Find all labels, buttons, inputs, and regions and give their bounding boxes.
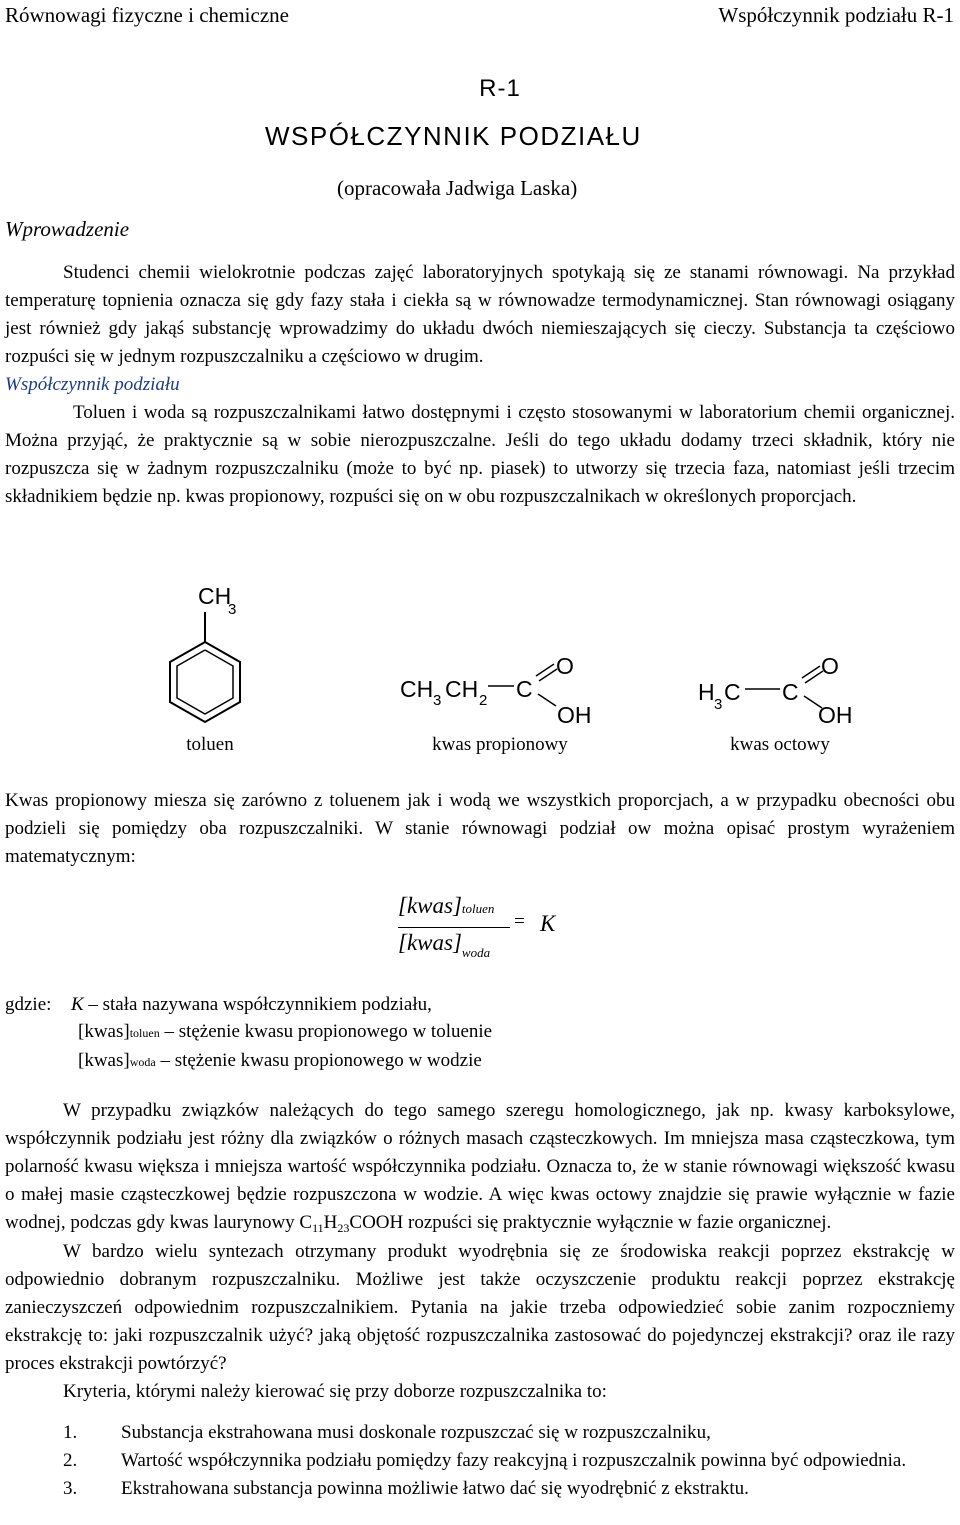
formula-fraction-bar <box>398 927 510 928</box>
lauric-h: H <box>323 1212 338 1233</box>
propionic-label: kwas propionowy <box>432 734 568 755</box>
list-item-text: Ekstrahowana substancja powinna możliwie łatwo dać się wyodrębnić z ekstraktu. <box>121 1478 749 1499</box>
toluene-sub-label: 3 <box>228 601 237 618</box>
section-heading: Wprowadzenie <box>5 217 130 241</box>
propionic-o-label: O <box>556 653 574 679</box>
acetic-o-label: O <box>821 653 839 679</box>
homologous-end-text: COOH rozpuści się praktycznie wyłącznie w fazie organicznej. <box>349 1212 832 1233</box>
legend-woda-symbol: [kwas] <box>78 1050 130 1071</box>
list-item-number: 2. <box>63 1450 78 1471</box>
legend-k-symbol: K <box>70 994 84 1015</box>
legend-intro: gdzie: <box>5 994 52 1015</box>
subheading: Współczynnik podziału <box>5 374 180 395</box>
legend-woda-sub: woda <box>129 1055 156 1069</box>
list-item-text: Substancja ekstrahowana musi doskonale rozpuszczać się w rozpuszczalniku, <box>121 1422 711 1443</box>
toluene-ring-inner <box>177 650 233 714</box>
acetic-oh-label: OH <box>818 702 853 728</box>
document-code: R-1 <box>479 75 521 102</box>
propionic-sub3: 3 <box>433 692 442 709</box>
acetic-c2-label: C <box>782 679 799 705</box>
toluene-ring <box>170 642 240 722</box>
acetic-c1-label: C <box>724 679 741 705</box>
list-item-number: 3. <box>63 1478 78 1499</box>
document-title: WSPÓŁCZYNNIK PODZIAŁU <box>265 121 642 151</box>
propionic-sub2: 2 <box>479 692 488 709</box>
propionic-ch2-label: CH <box>445 676 479 702</box>
body-paragraph: Kwas propionowy miesza się zarówno z toluenem jak i wodą we wszystkich proporcjach, a w przypadku obecności obu podzieli się pomiędzy oba rozpuszczalniki. W stanie równowagi podział ow można opisać prostym wyrażeniem matematycznym: <box>5 790 955 867</box>
lauric-sub-11: 11 <box>312 1221 324 1235</box>
homologous-text: W przypadku związków należących do tego samego szeregu homologicznego, jak np. kwasy karboksylowe, współczynnik podziału jest różny dla związków o różnych masach cząsteczkowych. Im mniejsza masa cząsteczkowa, tym polarność kwasu większa i mniejsza wartość współczynnika podziału. Oznacza to, że w stanie równowagi większość kwasu o małej masie cząsteczkowej będzie rozpuszczona w wodzie. A więc kwas octowy znajdzie się prawie wyłącznie w fazie wodnej, podczas gdy kwas laurynowy C <box>5 1100 955 1233</box>
homologous-paragraph <box>5 1097 955 1238</box>
acetic-sub3: 3 <box>714 696 723 713</box>
list-item-number: 1. <box>63 1422 78 1443</box>
acetic-co-bond-1 <box>802 666 820 678</box>
intro-block <box>5 259 955 511</box>
extraction-paragraph: W bardzo wielu syntezach otrzymany produkt wyodrębnia się ze środowiska reakcji poprzez ekstrakcję w odpowiednio dobranym rozpuszczalniku. Możliwe jest także oczyszczenie produktu reakcji poprzez ekstrakcję zanieczyszczeń odpowiednim rozpuszczalnikiem. Pytania na jakie trzeba odpowiedzieć sobie zanim rozpoczniemy ekstrakcję to: jaki rozpuszczalnik użyć? jaką objętość rozpuszczalnika zastosować do pojedynczej ekstrakcji? oraz ile razy proces ekstrakcji powtórzyć? <box>5 1241 955 1374</box>
legend-woda-desc: – stężenie kwasu propionowego w wodzie <box>160 1050 482 1071</box>
legend-k-desc: – stała nazywana współczynnikiem podziału, <box>88 994 432 1015</box>
author-line: (opracowała Jadwiga Laska) <box>337 176 578 200</box>
toluene-water-paragraph: Toluen i woda są rozpuszczalnikami łatwo dostępnymi i często stosowanymi w laboratorium chemii organicznej. Można przyjąć, że praktycznie są w sobie nierozpuszczalne. Jeśli do tego układu dodamy trzeci składnik, który nie rozpuszcza się w żadnym rozpuszczalniku (może to być np. piasek) to utworzy się trzecia faza, natomiast jeśli trzecim składnikiem będzie np. kwas propionowy, rozpuści się on w obu rozpuszczalnikach w określonych proporcjach. <box>5 402 955 507</box>
formula-numerator-sub: toluen <box>461 901 495 916</box>
propionic-c-label: C <box>516 676 533 702</box>
legend-toluen-desc: stężenie kwasu propionowego w toluenie <box>178 1021 493 1042</box>
propionic-co-bond-2 <box>539 669 557 681</box>
formula-equals: = <box>514 911 525 932</box>
header-right: Współczynnik podziału R-1 <box>718 3 954 27</box>
propionic-oh-label: OH <box>557 702 592 728</box>
formula-denominator: [kwas] <box>398 930 462 955</box>
intro-paragraph: Studenci chemii wielokrotnie podczas zajęć laboratoryjnych spotykają się ze stanami równowagi. Na przykład temperaturę topnienia oznacza się gdy fazy stała i ciekła są w równowadze termodynamicznej. Stan równowagi osiągany jest również gdy jakąś substancję wprowadzimy do układu dwóch niemieszających się cieczy. Substancja ta częściowo rozpuści się w jednym rozpuszczalniku a częściowo w drugim. <box>5 262 955 367</box>
criteria-intro: Kryteria, którymi należy kierować się przy doborze rozpuszczalnika to: <box>63 1381 607 1402</box>
formula-legend: gdzie: K – stała nazywana współczynnikiem podziału, [kwas]toluen – stężenie kwasu propionowego w toluenie [kwas]woda – stężenie kwasu propionowego w wodzie <box>5 994 493 1071</box>
acetic-h-label: H <box>698 679 715 705</box>
acetic-label: kwas octowy <box>730 734 830 755</box>
toluene-label: toluen <box>186 734 234 755</box>
list-item <box>5 1447 955 1475</box>
list-item <box>5 1419 955 1447</box>
propionic-co-bond-1 <box>536 664 554 676</box>
legend-toluen-symbol: [kwas] <box>78 1021 130 1042</box>
formula-numerator: [kwas] <box>398 893 462 918</box>
formula-k: K <box>540 911 556 936</box>
propionic-coh-bond <box>538 694 556 706</box>
propionic-ch3-label: CH <box>400 676 434 702</box>
formula-denominator-sub: woda <box>461 945 491 960</box>
criteria-list <box>5 1419 955 1503</box>
legend-toluen-sub: toluen <box>129 1026 160 1040</box>
list-item-text: Wartość współczynnika podziału pomiędzy fazy reakcyjną i rozpuszczalnik powinna być odpowiednia. <box>121 1450 907 1471</box>
toluene-ch-label: CH <box>198 583 232 609</box>
header-left: Równowagi fizyczne i chemiczne <box>5 3 289 27</box>
lauric-sub-23: 23 <box>337 1221 350 1235</box>
list-item <box>5 1475 955 1503</box>
homologous-block <box>5 1097 955 1406</box>
